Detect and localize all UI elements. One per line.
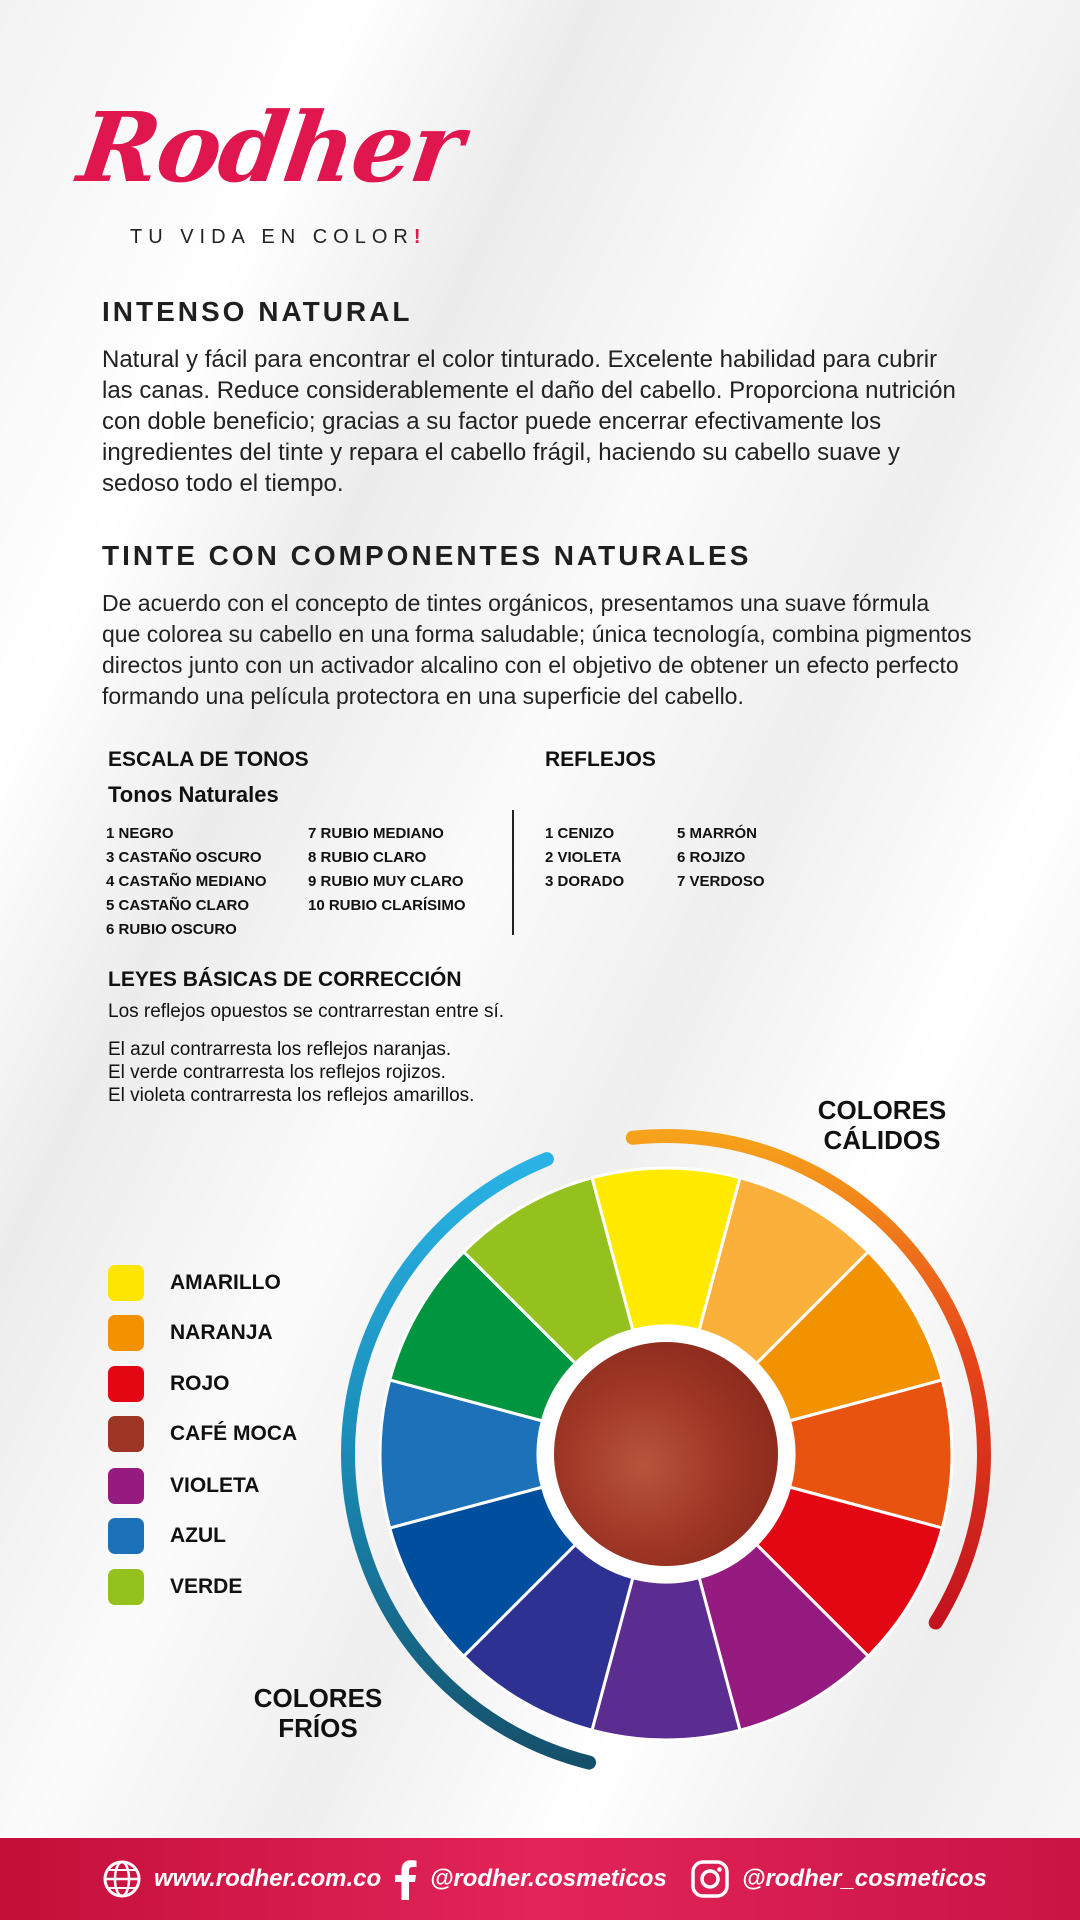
legend-label: CAFÉ MOCA [170,1422,298,1445]
footer-website[interactable] [102,1859,381,1899]
para-line: De acuerdo con el concepto de tintes orgánicos, presentamos una suave fórmula [102,590,930,616]
para-line: directos junto con un activador alcalino con el objetivo de obtener un efecto perfecto [102,652,959,678]
list-item: 5 CASTAÑO CLARO [106,897,250,914]
tagline-mark: ! [413,226,427,248]
list-item: 3 DORADO [545,873,625,890]
legend-label: ROJO [170,1372,230,1395]
para-line: ingredientes del tinte y repara el cabello frágil, haciendo su cabello suave y [102,439,900,466]
list-item: 7 VERDOSO [677,873,765,890]
facebook-icon [392,1858,418,1900]
footer-facebook[interactable] [392,1858,667,1900]
list-item: 2 VIOLETA [545,849,622,866]
legend-label: AZUL [170,1524,226,1547]
reflejos-title: REFLEJOS [545,748,656,771]
instagram-icon [690,1859,730,1899]
website-text[interactable]: www.rodher.com.co [154,1865,382,1892]
para-line: que colorea su cabello en una forma saludable; única tecnología, combina pigmentos [102,621,972,647]
list-item: 8 RUBIO CLARO [308,849,427,866]
list-item: 6 ROJIZO [677,849,746,866]
list-item: 5 MARRÓN [677,825,758,842]
tagline-text: TU VIDA EN COLOR [130,226,414,248]
instagram-handle[interactable]: @rodher_cosmeticos [742,1865,987,1892]
para-line: con doble beneficio; gracias a su factor puede encerrar efectivamente los [102,408,882,435]
para-line: las canas. Reduce considerablemente el daño del cabello. Proporciona nutrición [102,377,956,404]
correction-rule: El verde contrarresta los reflejos rojizos. [108,1062,446,1083]
cold-label-line: FRÍOS [278,1713,358,1743]
section-title-intenso: INTENSO NATURAL [102,296,413,327]
facebook-handle[interactable]: @rodher.cosmeticos [430,1865,667,1892]
cold-label-line: COLORES [253,1683,383,1713]
list-item: 3 CASTAÑO OSCURO [106,849,262,866]
tones-title: ESCALA DE TONOS [108,748,309,771]
list-item: 1 NEGRO [106,825,174,842]
list-item: 6 RUBIO OSCURO [106,921,237,938]
correction-rule: El violeta contrarresta los reflejos amarillos. [108,1085,475,1106]
warm-label-line: CÁLIDOS [823,1125,941,1155]
list-item: 7 RUBIO MEDIANO [308,825,444,842]
wheel-center [554,1342,778,1566]
legend-label: VIOLETA [170,1474,260,1497]
legend-label: VERDE [170,1575,243,1598]
legend-label: NARANJA [170,1321,273,1344]
list-item: 10 RUBIO CLARÍSIMO [308,897,466,914]
section-title-tinte: TINTE CON COMPONENTES NATURALES [102,540,752,571]
correction-rule: El azul contrarresta los reflejos naranjas. [108,1039,452,1060]
list-item: 1 CENIZO [545,825,615,842]
list-item: 9 RUBIO MUY CLARO [308,873,464,890]
list-item: 4 CASTAÑO MEDIANO [106,873,267,890]
para-line: formando una película protectora en una superficie del cabello. [102,683,744,709]
globe-icon [102,1859,142,1899]
para-line: Natural y fácil para encontrar el color tinturado. Excelente habilidad para cubrir [102,346,938,373]
correction-title: LEYES BÁSICAS DE CORRECCIÓN [108,968,462,991]
footer-instagram[interactable] [690,1859,987,1899]
correction-intro: Los reflejos opuestos se contrarrestan entre sí. [108,1001,505,1022]
footer-bar [0,1838,1080,1920]
tones-subtitle: Tonos Naturales [108,782,279,807]
brand-logo: Rodher [72,91,469,204]
para-line: sedoso todo el tiempo. [102,470,344,497]
warm-label-line: COLORES [817,1095,947,1125]
legend-label: AMARILLO [170,1271,281,1294]
